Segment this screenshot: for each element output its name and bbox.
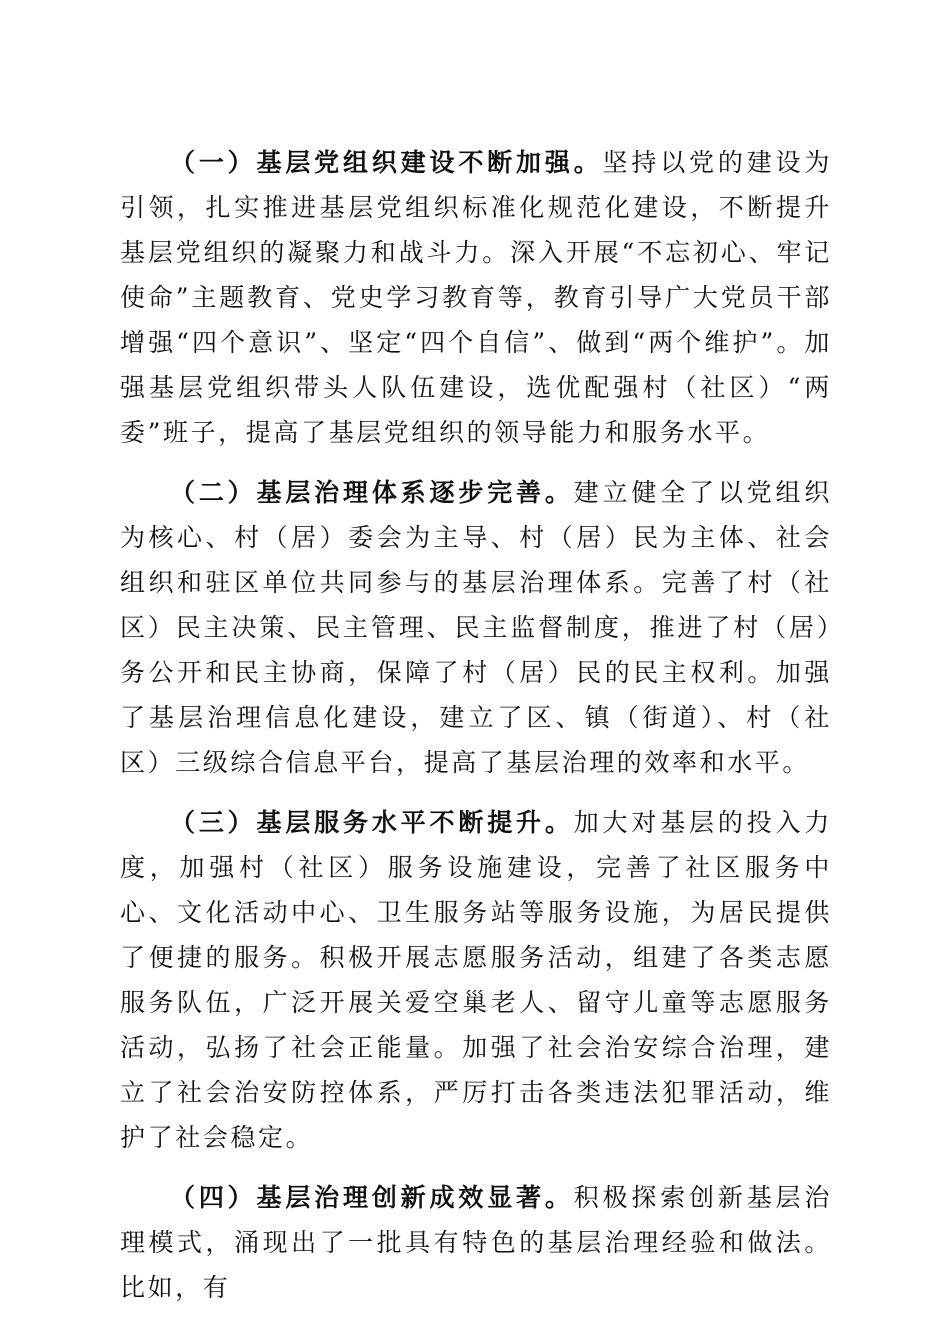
paragraph-text: 积极探索创新基层治理模式，涌现出了一批具有特色的基层治理经验和做法。比如，有: [120, 1183, 832, 1302]
document-body: [120, 140, 832, 1310]
paragraph-service-level: [120, 800, 832, 1160]
paragraph-text: 加大对基层的投入力度，加强村（社区）服务设施建设，完善了社区服务中心、文化活动中心、卫生服务站等服务设施，为居民提供了便捷的服务。积极开展志愿服务活动，组建了各类志愿服务队伍，广泛开展关爱空巢老人、留守儿童等志愿服务活动，弘扬了社会正能量。加强了社会治安综合治理，建立了社会治安防控体系，严厉打击各类违法犯罪活动，维护了社会稳定。: [120, 808, 832, 1152]
paragraph-heading: （四）基层治理创新成效显著。: [170, 1183, 574, 1212]
paragraph-party-building: [120, 140, 832, 455]
paragraph-heading: （三）基层服务水平不断提升。: [170, 808, 574, 837]
paragraph-text: 坚持以党的建设为引领，扎实推进基层党组织标准化规范化建设，不断提升基层党组织的凝聚力和战斗力。深入开展“不忘初心、牢记使命”主题教育、党史学习教育等，教育引导广大党员干部增强“四个意识”、坚定“四个自信”、做到“两个维护”。加强基层党组织带头人队伍建设，选优配强村（社区）“两委”班子，提高了基层党组织的领导能力和服务水平。: [120, 148, 832, 447]
paragraph-governance-innovation: [120, 1175, 832, 1310]
paragraph-governance-system: [120, 470, 832, 785]
paragraph-heading: （二）基层治理体系逐步完善。: [170, 478, 574, 507]
paragraph-heading: （一）基层党组织建设不断加强。: [170, 148, 603, 177]
paragraph-text: 建立健全了以党组织为核心、村（居）委会为主导、村（居）民为主体、社会组织和驻区单位共同参与的基层治理体系。完善了村（社区）民主决策、民主管理、民主监督制度，推进了村（居）务公开和民主协商，保障了村（居）民的民主权利。加强了基层治理信息化建设，建立了区、镇（街道）、村（社区）三级综合信息平台，提高了基层治理的效率和水平。: [120, 478, 832, 777]
